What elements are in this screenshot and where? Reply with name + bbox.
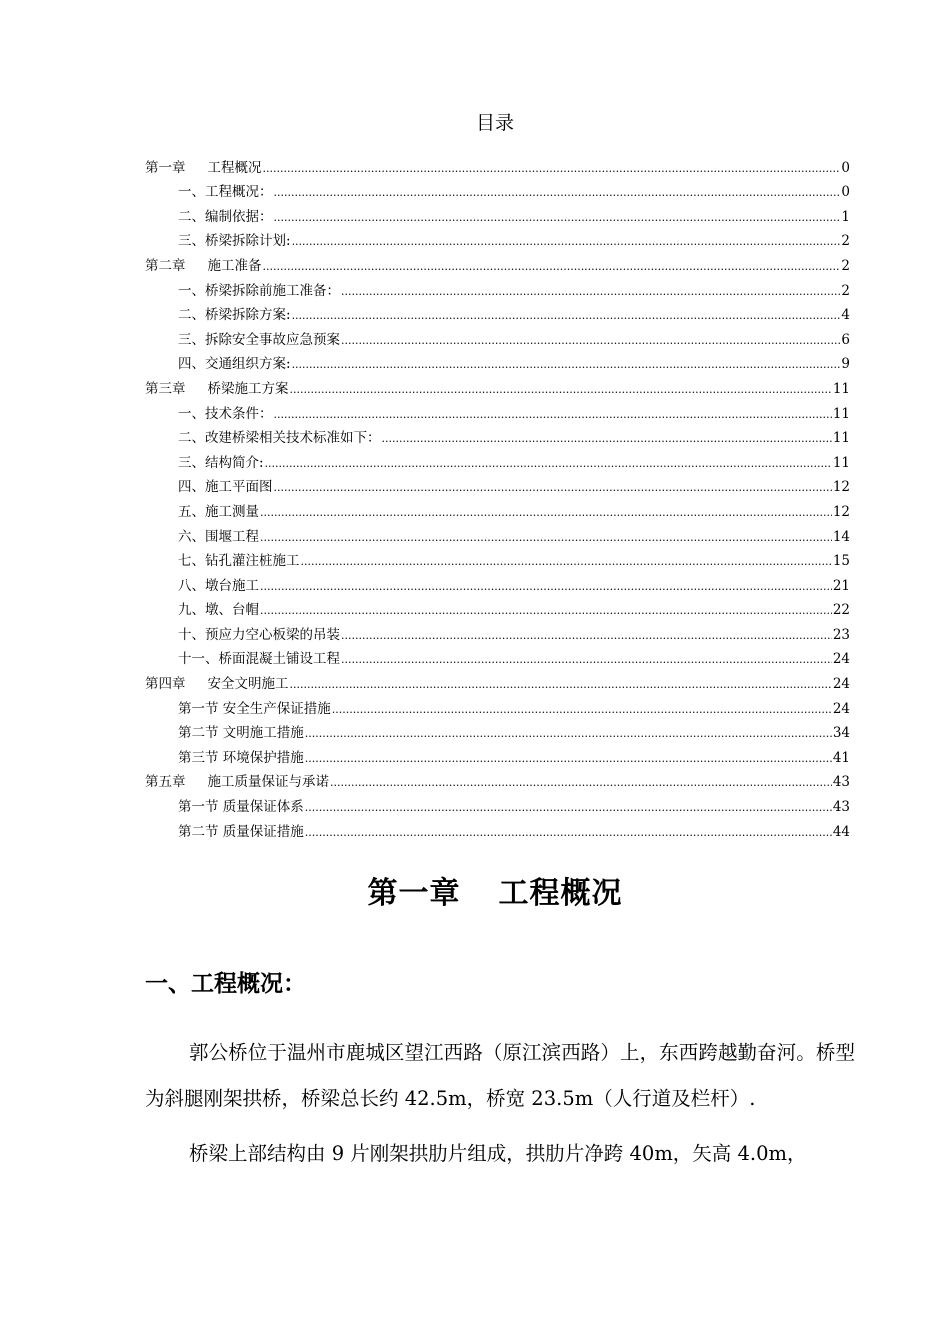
toc-entry-label: 一、桥梁拆除前施工准备： [178,282,340,299]
toc-entry-label: 七、钻孔灌注桩施工 [178,553,300,570]
toc-entry[interactable] [145,643,850,668]
toc-dot-leader [274,408,832,422]
toc-entry[interactable] [145,717,850,742]
toc-chapter-number: 第二章 [145,257,186,274]
toc-page-number: 6 [841,331,850,348]
toc-page-number: 14 [832,528,850,545]
toc-entry[interactable] [145,348,850,373]
toc-page-number: 2 [841,233,850,250]
toc-dot-leader [260,604,832,618]
toc-entry-label: 八、墩台施工 [178,577,259,594]
toc-entry[interactable] [145,200,850,225]
toc-page-number: 24 [832,676,850,693]
toc-dot-leader [305,727,832,741]
toc-chapter-title: 桥梁施工方案 [207,380,289,397]
toc-title: 目录 [475,112,514,134]
toc-page-number: 1 [841,208,850,225]
toc-dot-leader [265,457,832,471]
toc-page-number: 43 [832,774,850,791]
toc-entry-label: 三、拆除安全事故应急预案 [178,331,340,348]
toc-page-number: 22 [832,602,850,619]
toc-entry-label: 四、交通组织方案: [178,356,291,373]
toc-entry-label: 二、桥梁拆除方案: [178,307,291,324]
toc-page-number: 0 [841,184,850,201]
toc-page-number: 11 [832,430,850,447]
toc-dot-leader [263,162,841,176]
toc-entry[interactable] [145,176,850,201]
toc-dot-leader [260,506,832,520]
toc-chapter-title: 施工准备 [207,257,262,274]
toc-dot-leader [341,629,832,643]
toc-dot-leader [332,703,832,717]
toc-chapter-title: 工程概况 [207,159,262,176]
toc-chapter-number: 第四章 [145,676,186,693]
toc-entry-label: 一、技术条件： [178,405,273,422]
toc-entry[interactable] [145,323,850,348]
toc-page-number: 12 [832,503,850,520]
toc-entry[interactable] [145,618,850,643]
toc-page-number: 2 [841,282,850,299]
toc-dot-leader [382,432,832,446]
toc-entry-label: 四、施工平面图 [178,479,273,496]
toc-entry[interactable] [145,151,850,176]
toc-page-number: 34 [832,725,850,742]
toc-entry-label [145,160,262,176]
toc-entry-label: 第一节 安全生产保证措施 [178,700,331,717]
toc-entry-label: 一、工程概况： [178,184,273,201]
toc-page-number: 0 [841,159,850,176]
toc-chapter-title: 安全文明施工 [207,676,289,693]
toc-page-number: 24 [832,700,850,717]
toc-dot-leader [341,334,840,348]
toc-entry-label: 二、改建桥梁相关技术标准如下： [178,430,381,447]
table-of-contents [145,151,850,840]
toc-dot-leader [305,826,832,840]
toc-entry-label: 十一、桥面混凝土铺设工程 [178,651,340,668]
toc-entry[interactable] [145,495,850,520]
toc-entry[interactable] [145,545,850,570]
section-heading: 一、工程概况： [145,971,306,997]
toc-dot-leader [301,555,832,569]
chapter-title: 工程概况 [498,876,623,911]
toc-dot-leader [274,186,841,200]
toc-entry[interactable] [145,569,850,594]
toc-dot-leader [330,776,832,790]
toc-entry-label: 十、预应力空心板梁的吊装 [178,626,340,643]
toc-entry[interactable] [145,225,850,250]
toc-page-number: 43 [832,799,850,816]
toc-page-number: 4 [841,307,850,324]
toc-chapter-number: 第五章 [145,774,186,791]
toc-entry[interactable] [145,422,850,447]
toc-dot-leader [260,580,832,594]
toc-page-number: 11 [832,380,850,397]
toc-page-number: 12 [832,479,850,496]
toc-dot-leader [292,358,841,372]
toc-entry-label: 六、围堰工程 [178,528,259,545]
toc-page-number: 24 [832,651,850,668]
toc-entry-label: 三、结构简介: [178,454,264,471]
toc-entry-label [145,258,262,274]
toc-entry[interactable] [145,446,850,471]
toc-entry[interactable] [145,790,850,815]
body-paragraph: 郭公桥位于温州市鹿城区望江西路（原江滨西路）上，东西跨越勤奋河。桥型为斜腿刚架拱桥，桥梁总长约 42.5m，桥宽 23.5m（人行道及栏杆）. [145,1041,855,1110]
toc-dot-leader [292,309,841,323]
toc-page-number: 41 [832,749,850,766]
toc-entry[interactable] [145,274,850,299]
toc-entry[interactable] [145,471,850,496]
chapter-number: 第一章 [367,876,461,911]
toc-dot-leader [305,801,832,815]
toc-page-number: 23 [832,626,850,643]
toc-dot-leader [290,383,832,397]
toc-page-number: 11 [832,454,850,471]
toc-entry[interactable] [145,741,850,766]
toc-entry[interactable] [145,667,850,692]
toc-entry[interactable] [145,249,850,274]
toc-entry-label [145,381,289,397]
body-paragraph: 桥梁上部结构由 9 片刚架拱肋片组成，拱肋片净跨 40m，矢高 4.0m， [189,1142,807,1165]
toc-dot-leader [292,235,841,249]
toc-page-number: 2 [841,257,850,274]
toc-entry-label: 第一节 质量保证体系 [178,799,304,816]
toc-page-number: 15 [832,553,850,570]
toc-page-number: 44 [832,823,850,840]
toc-entry-label: 三、桥梁拆除计划: [178,233,291,250]
toc-dot-leader [274,481,832,495]
toc-entry-label: 第二节 质量保证措施 [178,823,304,840]
toc-entry[interactable] [145,692,850,717]
toc-entry-label: 第二节 文明施工措施 [178,725,304,742]
toc-entry-label [145,774,329,790]
toc-entry[interactable] [145,520,850,545]
toc-dot-leader [341,285,840,299]
chapter-heading [0,868,950,912]
toc-page-number: 21 [832,577,850,594]
toc-dot-leader [305,752,832,766]
toc-entry[interactable] [145,372,850,397]
toc-dot-leader [274,211,841,225]
toc-chapter-number: 第三章 [145,380,186,397]
toc-dot-leader [341,653,832,667]
toc-entry-label [145,676,289,692]
toc-entry[interactable] [145,397,850,422]
toc-page-number: 9 [841,356,850,373]
toc-entry[interactable] [145,766,850,791]
toc-dot-leader [263,260,841,274]
toc-entry-label: 二、编制依据： [178,208,273,225]
toc-entry[interactable] [145,594,850,619]
toc-chapter-number: 第一章 [145,159,186,176]
toc-page-number: 11 [832,405,850,422]
toc-entry[interactable] [145,299,850,324]
toc-entry-label: 九、墩、台帽 [178,602,259,619]
toc-dot-leader [290,678,832,692]
toc-entry-label: 第三节 环境保护措施 [178,749,304,766]
toc-chapter-title: 施工质量保证与承诺 [207,774,329,791]
toc-dot-leader [260,531,832,545]
toc-entry-label: 五、施工测量 [178,503,259,520]
toc-entry[interactable] [145,815,850,840]
